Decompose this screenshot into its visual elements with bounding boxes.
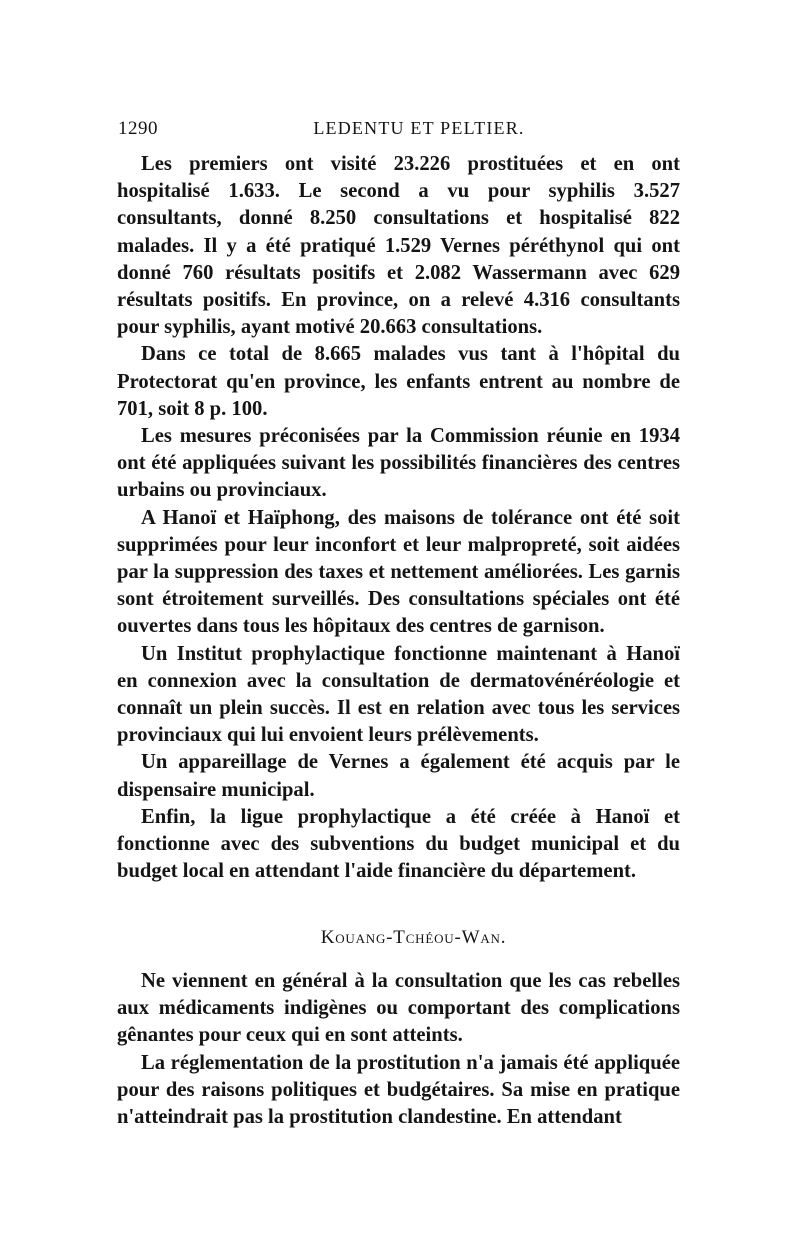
paragraph: Un Institut prophylactique fonctionne maintenant à Hanoï en connexion avec la consultation de dermatovénéréologie et connaît un plein succès. Il est en relation avec tous les services provinciaux qui lui envoient leurs prélèvements. (117, 642, 680, 747)
section-body-text (117, 968, 680, 1131)
running-title: LEDENTU ET PELTIER. (313, 118, 525, 138)
paragraph: Les premiers ont visité 23.226 prostituées et en ont hospitalisé 1.633. Le second a vu pour syphilis 3.527 consultants, donné 8.250 consultations et hospitalisé 822 malades. Il y a été pratiqué 1.529 Vernes péréthynol qui ont donné 760 résultats positifs et 2.082 Wassermann avec 629 résultats positifs. En province, on a relevé 4.316 consultants pour syphilis, ayant motivé 20.663 consultations. (117, 153, 680, 339)
paragraph: Ne viennent en général à la consultation que les cas rebelles aux médicaments indigènes ou comportant des complications gênantes pour ceux qui en sont atteints. (117, 970, 680, 1047)
running-head (118, 118, 680, 142)
paragraph: La réglementation de la prostitution n'a jamais été appliquée pour des raisons politiques et budgétaires. Sa mise en pratique n'atteindrait pas la prostitution clandestine. En attendant (117, 1051, 680, 1129)
section-heading: Kouang-Tchéou-Wan. (320, 927, 507, 948)
paragraph: A Hanoï et Haïphong, des maisons de tolérance ont été soit supprimées pour leur inconfort et leur malpropreté, soit aidées par la suppression des taxes et nettement améliorées. Les garnis sont étroitement surveillés. Des consultations spéciales ont été ouvertes dans tous les hôpitaux des centres de garnison. (117, 506, 680, 638)
paragraph: Un appareillage de Vernes a également été acquis par le dispensaire municipal. (117, 751, 680, 801)
paragraph: Enfin, la ligue prophylactique a été créée à Hanoï et fonctionne avec des subventions du budget municipal et du budget local en attendant l'aide financière du département. (117, 805, 680, 883)
paragraph: Dans ce total de 8.665 malades vus tant à l'hôpital du Protectorat qu'en province, les enfants entrent au nombre de 701, soit 8 p. 100. (117, 343, 680, 420)
page-number: 1290 (118, 118, 158, 139)
body-text (117, 151, 680, 885)
paragraph: Les mesures préconisées par la Commission réunie en 1934 ont été appliquées suivant les possibilités financières des centres urbains ou provinciaux. (117, 425, 680, 502)
